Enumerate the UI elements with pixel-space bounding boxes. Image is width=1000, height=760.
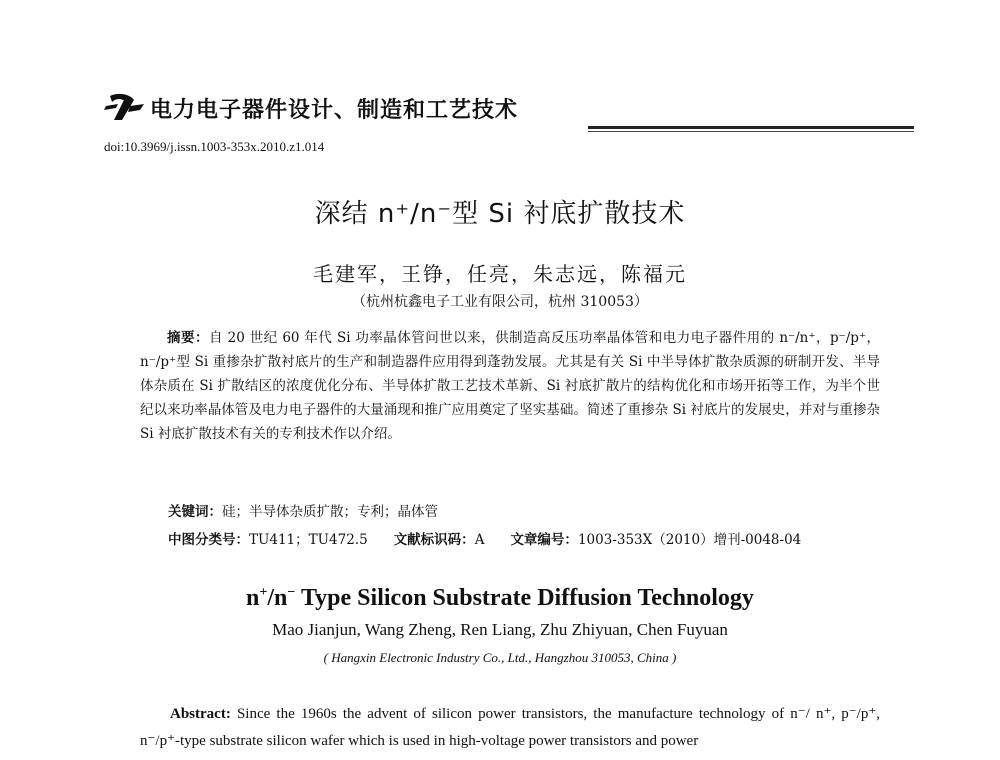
- cn-affiliation: （杭州杭鑫电子工业有限公司，杭州 310053）: [352, 294, 648, 310]
- cn-keywords: 硅；半导体杂质扩散；专利；晶体管: [222, 504, 438, 520]
- journal-logo-icon: [104, 92, 148, 122]
- cn-paper-title: 深结 n⁺/n⁻型 Si 衬底扩散技术: [314, 199, 686, 229]
- header-rule-thin: [588, 131, 914, 132]
- section-title: 电力电子器件设计、制造和工艺技术: [150, 98, 519, 123]
- cn-classification-line: [168, 528, 801, 548]
- article-no-label: 文章编号：: [510, 532, 578, 548]
- doc-code-value: A: [474, 532, 485, 548]
- cn-keywords-label: 关键词：: [168, 504, 222, 520]
- cn-abstract-label: 摘要：: [167, 330, 209, 346]
- cn-keywords-line: [168, 500, 438, 520]
- en-abstract: [140, 701, 880, 755]
- en-affiliation: ( Hangxin Electronic Industry Co., Ltd., Hangzhou 310053, China ): [323, 650, 677, 665]
- en-authors: Mao Jianjun, Wang Zheng, Ren Liang, Zhu Zhiyuan, Chen Fuyuan: [272, 620, 728, 639]
- doc-code-label: 文献标识码：: [393, 532, 475, 548]
- cn-authors: 毛建军，王铮，任亮，朱志远，陈福元: [313, 262, 687, 286]
- clc-value: TU411；TU472.5: [249, 532, 368, 548]
- en-abstract-label: Abstract:: [170, 706, 231, 722]
- cn-abstract-text: 自 20 世纪 60 年代 Si 功率晶体管问世以来，供制造高反压功率晶体管和电力电子器件用的 n⁻/n⁺，p⁻/p⁺，n⁻/p⁺型 Si 重掺杂扩散衬底片的生产和制造器件应用得到蓬勃发展。尤其是有关 Si 中半导体扩散杂质源的研制开发、半导体杂质在 Si 扩散结区的浓度优化分布、半导体扩散工艺技术革新、Si 衬底扩散片的结构优化和市场开拓等工作，为半个世纪以来功率晶体管及电力电子器件的大量涌现和推广应用奠定了坚实基础。简述了重掺杂 Si 衬底片的发展史，并对与重掺杂 Si 衬底扩散技术有关的专利技术作以介绍。: [140, 330, 881, 442]
- clc-label: 中图分类号：: [168, 532, 249, 548]
- article-no-value: 1003-353X（2010）增刊-0048-04: [577, 532, 802, 548]
- cn-abstract: [140, 326, 880, 446]
- en-abstract-text: Since the 1960s the advent of silicon power transistors, the manufacture technology of n⁻/ n⁺, p⁻/p⁺, n⁻/p⁺-type substrate silicon wafer which is used in high-voltage power transistors and power: [140, 706, 880, 749]
- header-rule-thick: [588, 126, 914, 129]
- doi-line: doi:10.3969/j.issn.1003-353x.2010.z1.014: [104, 139, 325, 154]
- en-paper-title: n+/n− Type Silicon Substrate Diffusion Technology: [246, 585, 754, 611]
